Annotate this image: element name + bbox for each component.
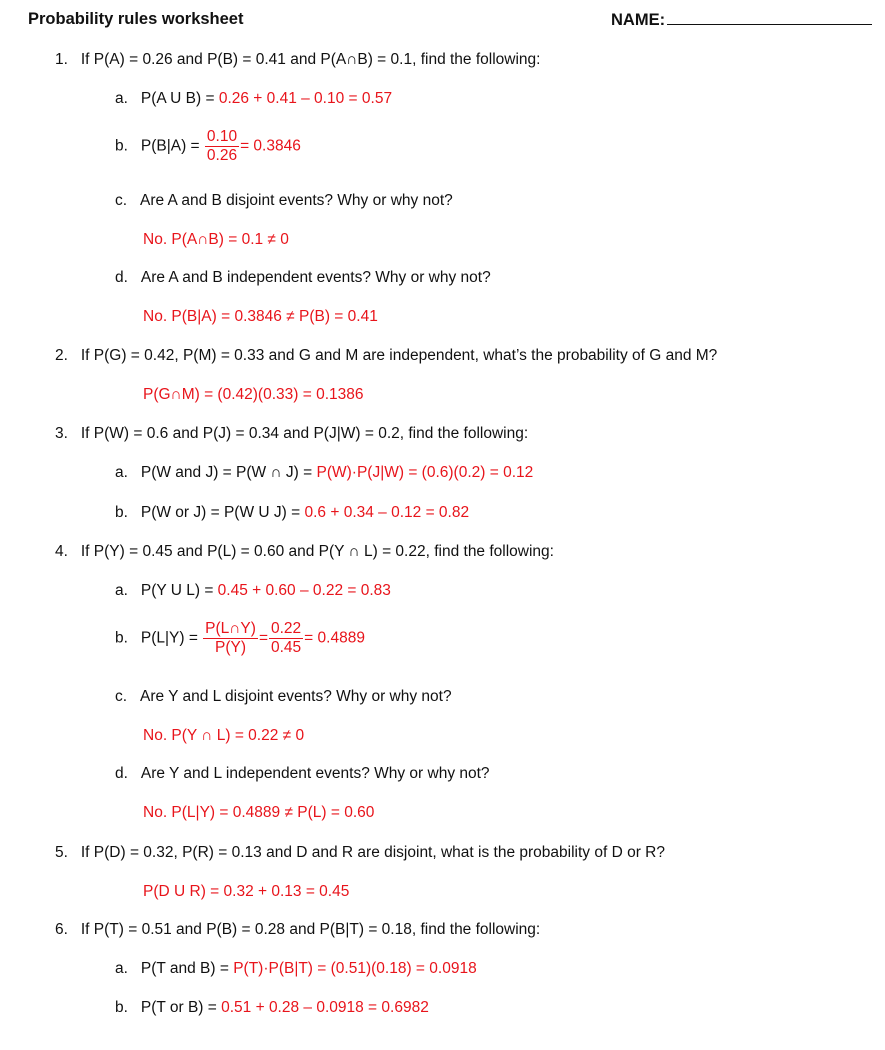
part-letter: d. <box>115 269 128 286</box>
q3-part-a <box>115 463 533 483</box>
part-letter: b. <box>115 137 128 155</box>
answer-text: 0.26 + 0.41 – 0.10 = 0.57 <box>218 90 393 107</box>
answer-text: 0.45 + 0.60 – 0.22 = 0.83 <box>217 582 391 599</box>
fraction-numerator: 0.10 <box>206 128 238 145</box>
part-label: P(T or B) = <box>140 999 222 1016</box>
fraction <box>203 620 258 657</box>
part-letter: b. <box>115 629 128 647</box>
q6-part-a <box>115 959 477 979</box>
q1-part-a <box>115 89 392 109</box>
question-4 <box>55 542 554 562</box>
q6-part-b <box>115 998 429 1018</box>
question-prompt: If P(D) = 0.32, P(R) = 0.13 and D and R are disjoint, what is the probability of D or R? <box>80 844 665 861</box>
q1-part-d <box>115 268 491 288</box>
q4-part-d <box>115 764 490 784</box>
q4-d-answer: No. P(L|Y) = 0.4889 ≠ P(L) = 0.60 <box>143 804 375 821</box>
question-prompt: If P(W) = 0.6 and P(J) = 0.34 and P(J|W) = 0.2, find the following: <box>80 425 529 442</box>
part-letter: a. <box>115 90 128 107</box>
worksheet-title: Probability rules worksheet <box>28 10 244 28</box>
part-letter: d. <box>115 765 128 782</box>
part-label: P(W and J) = P(W ∩ J) = <box>140 464 317 481</box>
answer-text: 0.51 + 0.28 – 0.0918 = 0.6982 <box>221 999 429 1016</box>
question-number: 2. <box>55 347 68 364</box>
question-1 <box>55 50 540 70</box>
fraction-numerator: P(L∩Y) <box>205 620 256 637</box>
fraction <box>269 620 303 657</box>
question-number: 1. <box>55 51 68 68</box>
q4-c-answer: No. P(Y ∩ L) = 0.22 ≠ 0 <box>143 727 305 744</box>
q1-part-c <box>115 191 453 211</box>
answer-text: 0.6 + 0.34 – 0.12 = 0.82 <box>304 504 470 521</box>
question-prompt: If P(T) = 0.51 and P(B) = 0.28 and P(B|T) = 0.18, find the following: <box>80 921 541 938</box>
fraction-denominator: 0.26 <box>206 147 238 164</box>
part-label: P(A U B) = <box>140 90 219 107</box>
question-2 <box>55 346 717 366</box>
question-number: 6. <box>55 921 68 938</box>
question-prompt: If P(A) = 0.26 and P(B) = 0.41 and P(A∩B) = 0.1, find the following: <box>80 51 541 68</box>
question-prompt: If P(G) = 0.42, P(M) = 0.33 and G and M are independent, what’s the probability of G and M? <box>80 347 718 364</box>
part-label: P(W or J) = P(W U J) = <box>140 504 305 521</box>
name-field[interactable] <box>611 10 872 30</box>
question-6 <box>55 920 540 940</box>
q1-d-answer: No. P(B|A) = 0.3846 ≠ P(B) = 0.41 <box>143 308 378 325</box>
q5-answer: P(D U R) = 0.32 + 0.13 = 0.45 <box>143 883 350 900</box>
answer-text: P(W)·P(J|W) = (0.6)(0.2) = 0.12 <box>316 464 534 481</box>
question-5 <box>55 843 665 863</box>
part-question: Are A and B disjoint events? Why or why not? <box>139 192 453 209</box>
part-letter: c. <box>115 688 128 705</box>
part-label: P(Y U L) = <box>140 582 218 599</box>
part-letter: a. <box>115 582 128 599</box>
part-letter: a. <box>115 464 128 481</box>
fraction <box>205 128 239 165</box>
question-prompt: If P(Y) = 0.45 and P(L) = 0.60 and P(Y ∩ L) = 0.22, find the following: <box>80 543 554 560</box>
part-label: P(T and B) = <box>140 960 234 977</box>
equals-sign: = <box>258 629 268 647</box>
part-letter: b. <box>115 999 128 1016</box>
question-number: 4. <box>55 543 68 560</box>
part-label: P(L|Y) = <box>140 629 203 647</box>
name-blank-line[interactable] <box>667 10 872 25</box>
part-question: Are A and B independent events? Why or why not? <box>140 269 491 286</box>
part-letter: b. <box>115 504 128 521</box>
fraction-denominator: 0.45 <box>271 639 302 656</box>
part-label: P(B|A) = <box>140 137 204 155</box>
part-letter: a. <box>115 960 128 977</box>
question-3 <box>55 424 528 444</box>
fraction-numerator: 0.22 <box>271 620 302 637</box>
q1-part-b <box>115 128 301 165</box>
name-label: NAME: <box>611 11 666 29</box>
question-number: 5. <box>55 844 68 861</box>
q4-part-b <box>115 620 365 657</box>
q3-part-b <box>115 503 469 523</box>
answer-text: = 0.4889 <box>304 629 365 647</box>
answer-text: = 0.3846 <box>240 137 301 155</box>
part-question: Are Y and L disjoint events? Why or why not? <box>139 688 452 705</box>
q2-answer: P(G∩M) = (0.42)(0.33) = 0.1386 <box>143 386 364 403</box>
q4-part-c <box>115 687 452 707</box>
question-number: 3. <box>55 425 68 442</box>
part-letter: c. <box>115 192 128 209</box>
fraction-denominator: P(Y) <box>215 639 247 656</box>
answer-text: P(T)·P(B|T) = (0.51)(0.18) = 0.0918 <box>233 960 477 977</box>
q1-c-answer: No. P(A∩B) = 0.1 ≠ 0 <box>143 231 289 248</box>
part-question: Are Y and L independent events? Why or why not? <box>140 765 490 782</box>
q4-part-a <box>115 581 391 601</box>
